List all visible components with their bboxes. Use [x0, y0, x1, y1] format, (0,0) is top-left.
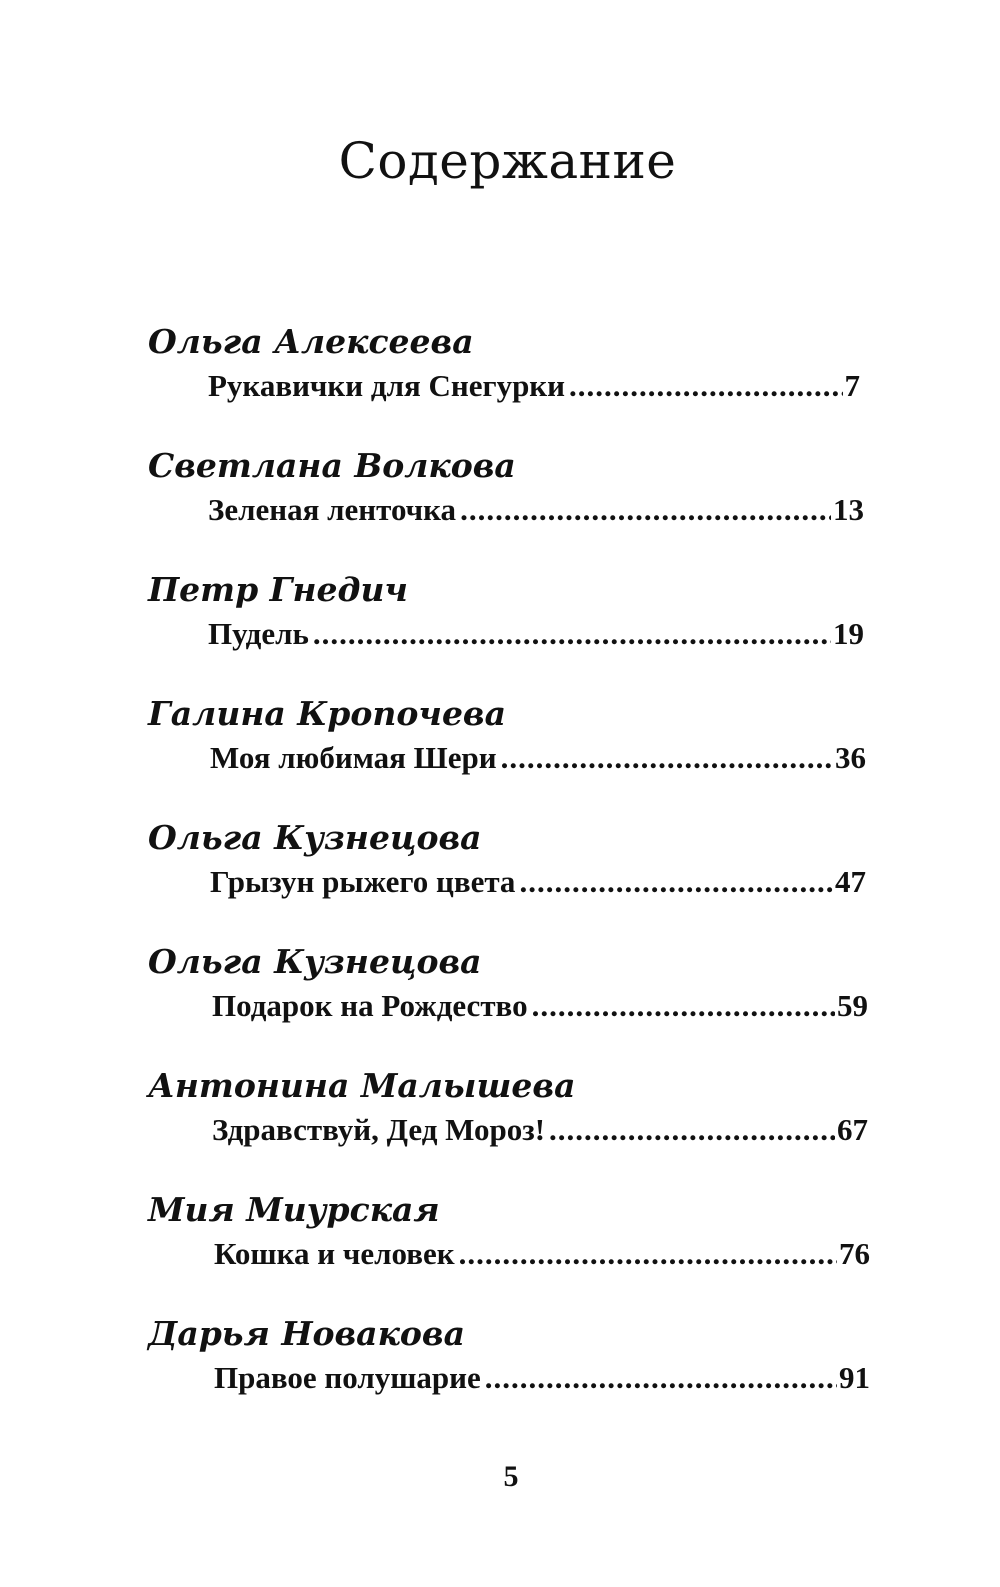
- leader-dots: [519, 864, 833, 900]
- entry-author: Галина Кропочева: [148, 694, 506, 733]
- entry-story-line: [210, 740, 866, 776]
- entry-page-number: 67: [837, 1112, 868, 1147]
- toc-entry: [0, 446, 1000, 570]
- entry-story-title: Правое полушарие: [214, 1360, 481, 1395]
- toc-entry: [0, 570, 1000, 694]
- entry-page-number: 7: [844, 368, 860, 403]
- entry-page-number: 13: [833, 492, 864, 527]
- entry-author: Ольга Кузнецова: [148, 818, 482, 857]
- leader-dots: [460, 492, 831, 528]
- entry-story-title: Рукавички для Снегурки: [208, 368, 566, 403]
- leader-dots: [313, 616, 831, 652]
- leader-dots: [485, 1360, 837, 1396]
- entry-author: Петр Гнедич: [148, 570, 409, 609]
- entry-story-title: Пудель: [208, 616, 309, 651]
- entry-author: Мия Миурская: [148, 1190, 440, 1229]
- leader-dots: [569, 368, 842, 404]
- leader-dots: [501, 740, 833, 776]
- toc-entry: [0, 694, 1000, 818]
- toc-entry: [0, 942, 1000, 1066]
- entry-story-title: Грызун рыжего цвета: [210, 864, 516, 899]
- entry-page-number: 76: [839, 1236, 870, 1271]
- toc-entry: [0, 1314, 1000, 1438]
- toc-entry: [0, 322, 1000, 446]
- entry-author: Антонина Малышева: [148, 1066, 576, 1105]
- entry-story-line: [210, 864, 866, 900]
- toc-entry: [0, 1066, 1000, 1190]
- entry-story-line: [208, 492, 864, 528]
- entry-story-title: Зеленая ленточка: [208, 492, 457, 527]
- entry-author: Ольга Кузнецова: [148, 942, 482, 981]
- entry-author: Ольга Алексеева: [148, 322, 474, 361]
- entry-story-title: Подарок на Рождество: [212, 988, 528, 1023]
- entry-story-line: [212, 988, 868, 1024]
- entry-page-number: 47: [835, 864, 866, 899]
- entry-story-title: Здравствуй, Дед Мороз!: [212, 1112, 546, 1147]
- entry-author: Дарья Новакова: [148, 1314, 465, 1353]
- entry-story-line: [212, 1112, 868, 1148]
- entry-story-line: [208, 368, 860, 404]
- toc-entry: [0, 1190, 1000, 1314]
- entry-page-number: 36: [835, 740, 866, 775]
- table-of-contents: [0, 322, 1000, 1438]
- page-title: Содержание: [338, 131, 677, 190]
- entry-page-number: 59: [837, 988, 868, 1023]
- page-number-footer: 5: [503, 1460, 519, 1493]
- entry-story-title: Кошка и человек: [214, 1236, 455, 1271]
- entry-story-title: Моя любимая Шери: [210, 740, 497, 775]
- leader-dots: [459, 1236, 837, 1272]
- toc-entry: [0, 818, 1000, 942]
- entry-page-number: 91: [839, 1360, 870, 1395]
- entry-page-number: 19: [833, 616, 864, 651]
- leader-dots: [549, 1112, 835, 1148]
- entry-story-line: [214, 1360, 870, 1396]
- entry-story-line: [208, 616, 864, 652]
- entry-author: Светлана Волкова: [148, 446, 516, 485]
- entry-story-line: [214, 1236, 870, 1272]
- leader-dots: [532, 988, 835, 1024]
